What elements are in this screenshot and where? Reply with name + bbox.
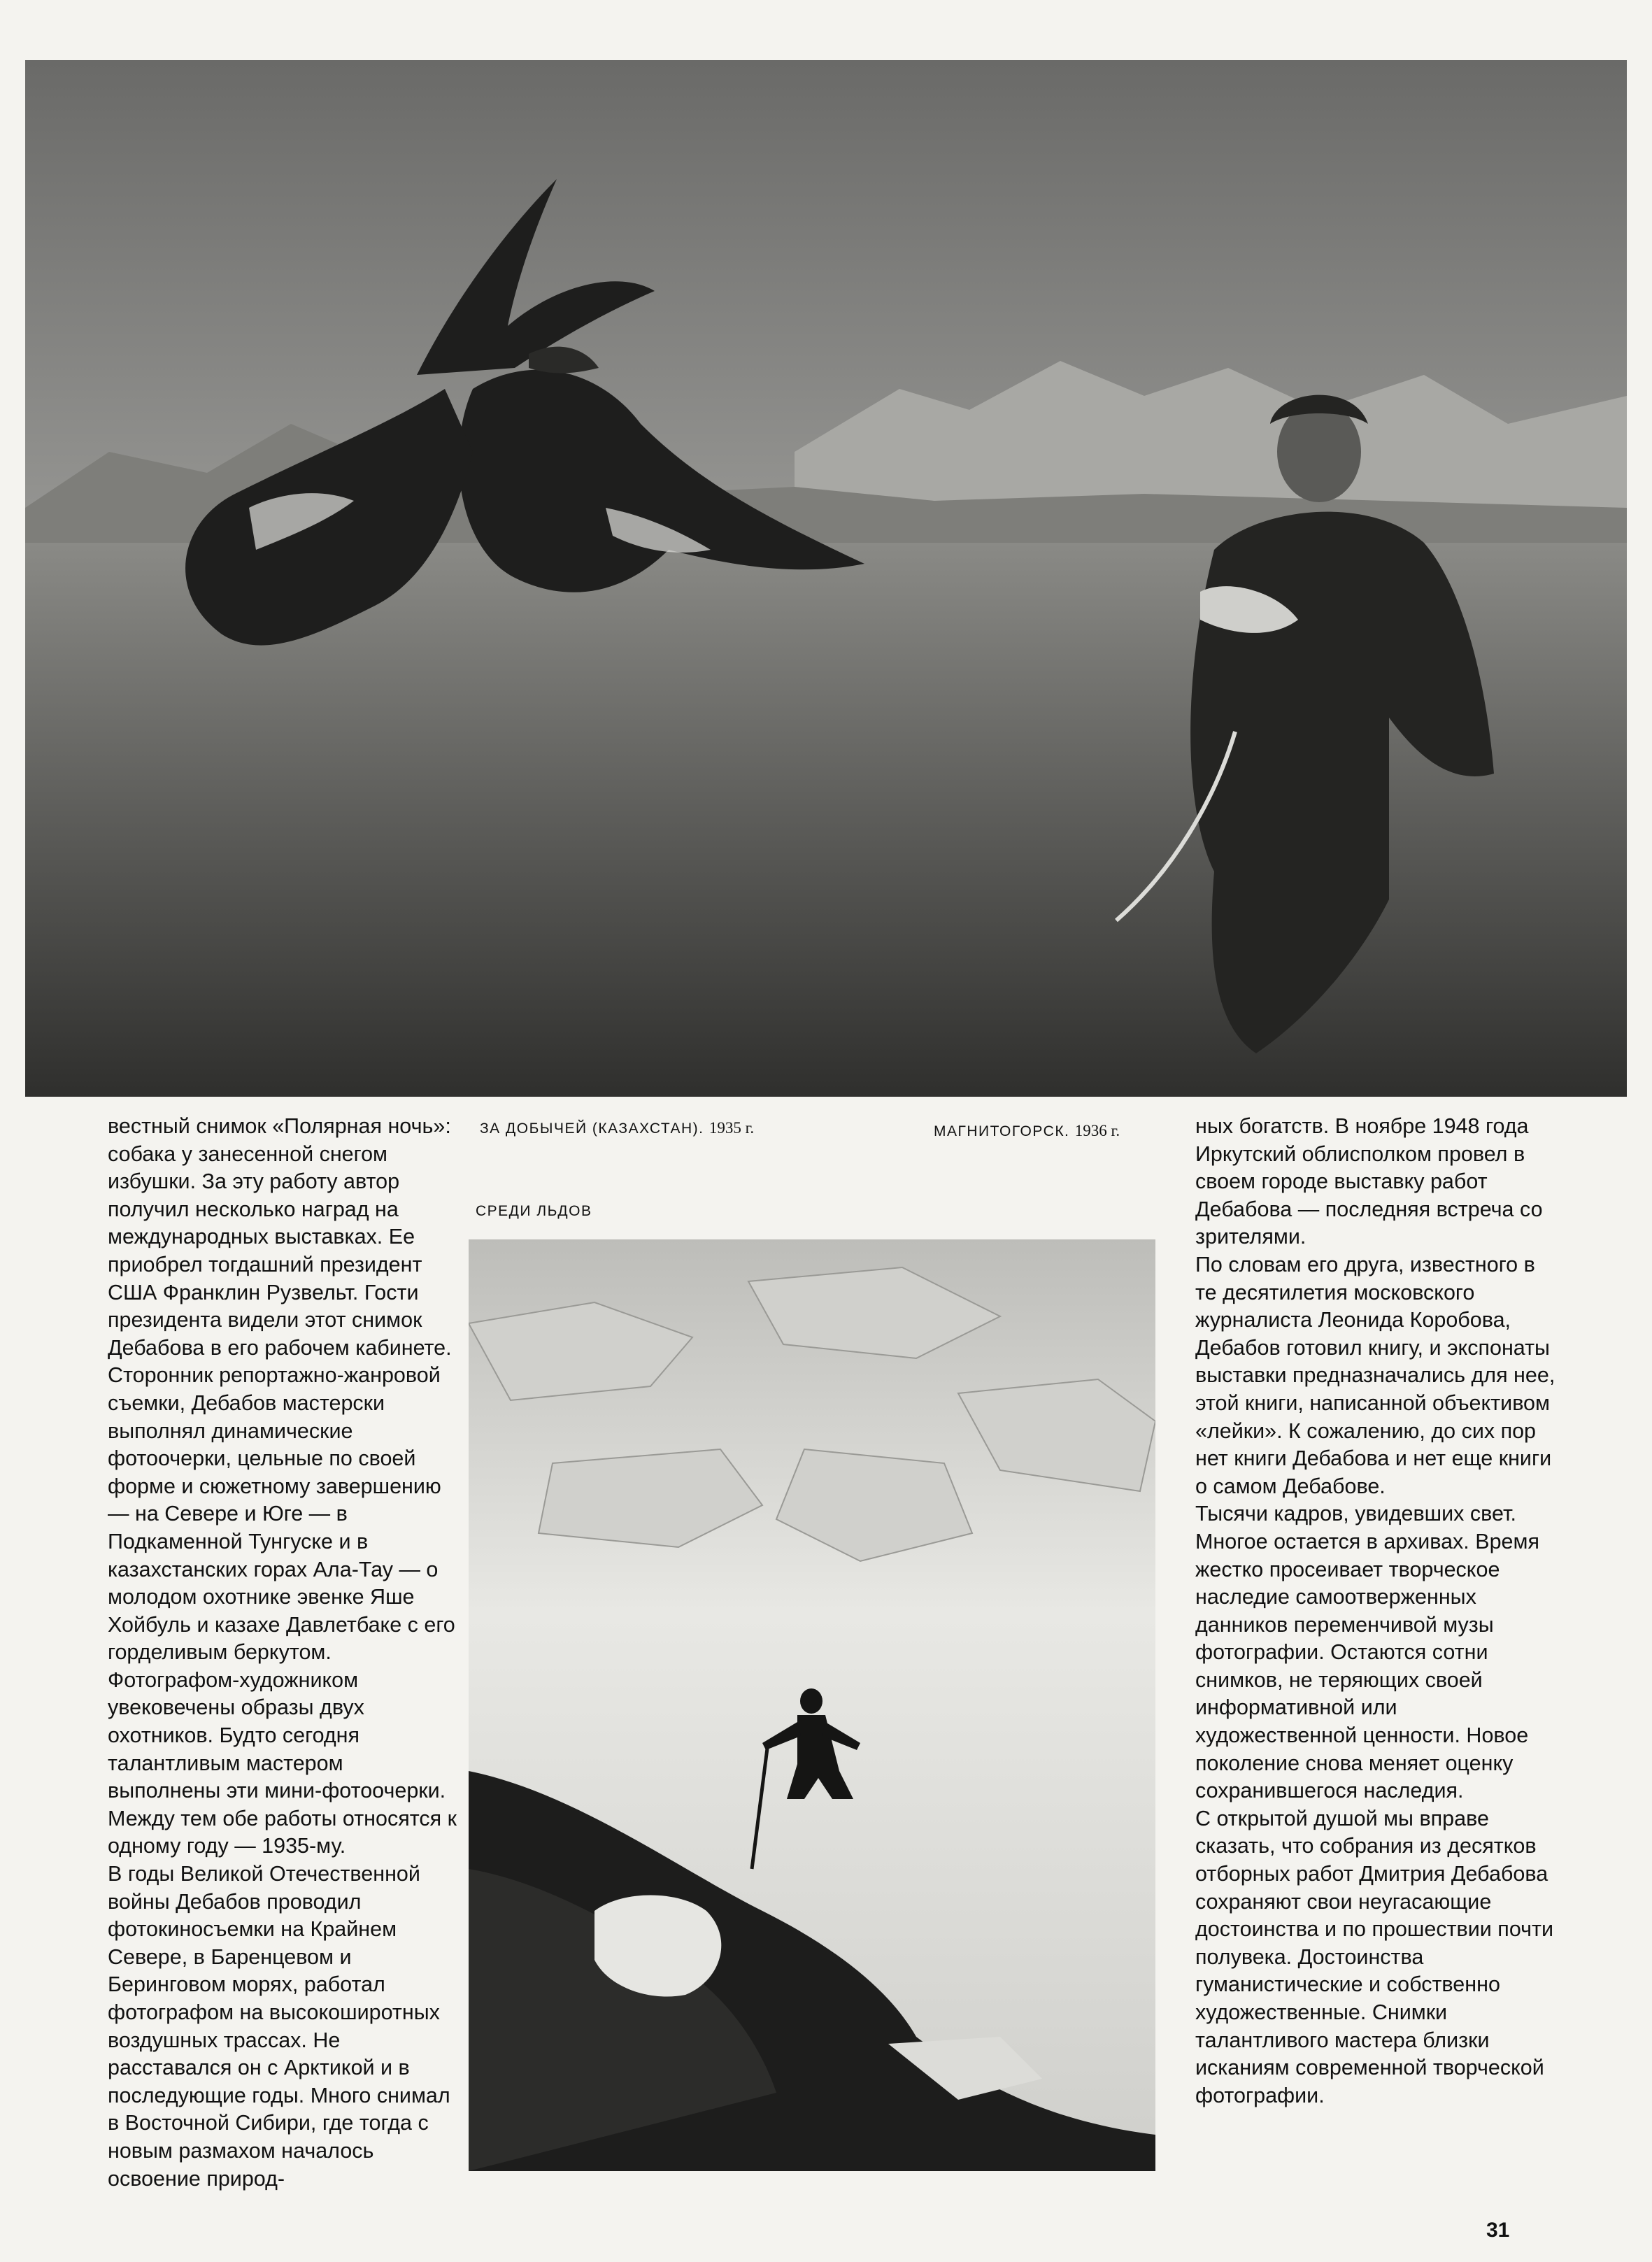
ice-floe-photo (469, 1239, 1155, 2171)
text-column-right (1195, 1113, 1559, 2110)
paragraph: Сторонник репортажно-жанровой съемки, Дебабов мастерски выполнял динамические фотоочерки, цельные по своей форме и сюжетному завершению — на Севере и Юге — в Подкаменной Тунгуске и в казахстанских горах Ала-Тау — о молодом охотнике эвенке Яше Хойбуль и казахе Давлетбаке с его горделивым беркутом. Фотографом-художником увековечены образы двух охотников. Будто сегодня талантливым мастером выполнены эти мини-фотоочерки. Между тем обе работы относятся к одному году — 1935-му. (108, 1363, 457, 1858)
caption-year: 1935 г. (708, 1119, 755, 1137)
paragraph: Тысячи кадров, увидевших свет. Многое остается в архивах. Время жестко просеивает творческое наследие самоотверженных данников переменчивой музы фотографии. Остаются сотни снимков, не теряющих своей информативной или художественной ценности. Новое поколение снова меняет оценку сохранившегося наследия. (1195, 1502, 1540, 1803)
caption-text: СРЕДИ ЛЬДОВ (476, 1203, 592, 1219)
paragraph: В годы Великой Отечественной войны Дебабов проводил фотокиносъемки на Крайнем Севере, в Баренцевом и Беринговом морях, работал фотографом на высокоширотных воздушных трассах. Не расставался он с Арктикой и в последующие годы. Много снимал в Восточной Сибири, где тогда с новым размахом началось освоение природ- (108, 1862, 450, 2191)
eagle-hunter-photo (25, 60, 1627, 1097)
paragraph: ных богатств. В ноябре 1948 года Иркутский облисполком провел в своем городе выставку работ Дебабова — последняя встреча со зрителями. (1195, 1114, 1543, 1249)
paragraph: По словам его друга, известного в те десятилетия московского журналиста Леонида Коробова, Дебабов готовил книгу, и экспонаты выставки предназначались для нее, этой книги, написанной объективом «лейки». К сожалению, до сих пор нет книги Дебабова и нет еще книги о самом Дебабове. (1195, 1252, 1555, 1498)
paragraph: С открытой душой мы вправе сказать, что собрания из десятков отборных работ Дмитрия Дебабова сохраняют свои неугасающие достоинства и по прошествии почти полувека. Достоинства гуманистические и собственно художественные. Снимки талантливого мастера близки исканиям современной творческой фотографии. (1195, 1806, 1554, 2107)
caption-text: МАГНИТОГОРСК. (934, 1123, 1070, 1139)
text-column-left (108, 1113, 457, 2193)
page-number: 31 (1486, 2219, 1510, 2242)
photo-caption-ice (476, 1203, 592, 1220)
photo-caption-hunt (480, 1119, 754, 1137)
photo-caption-magnitogorsk (934, 1122, 1120, 1140)
caption-year: 1936 г. (1074, 1122, 1120, 1139)
paragraph: вестный снимок «Полярная ночь»: собака у занесенной снегом избушки. За эту работу автор получил несколько наград на международных выставках. Ее приобрел тогдашний президент США Франклин Рузвельт. Гости президента видели этот снимок Дебабова в его рабочем кабинете. (108, 1114, 452, 1360)
caption-text: ЗА ДОБЫЧЕЙ (КАЗАХСТАН). (480, 1121, 704, 1137)
